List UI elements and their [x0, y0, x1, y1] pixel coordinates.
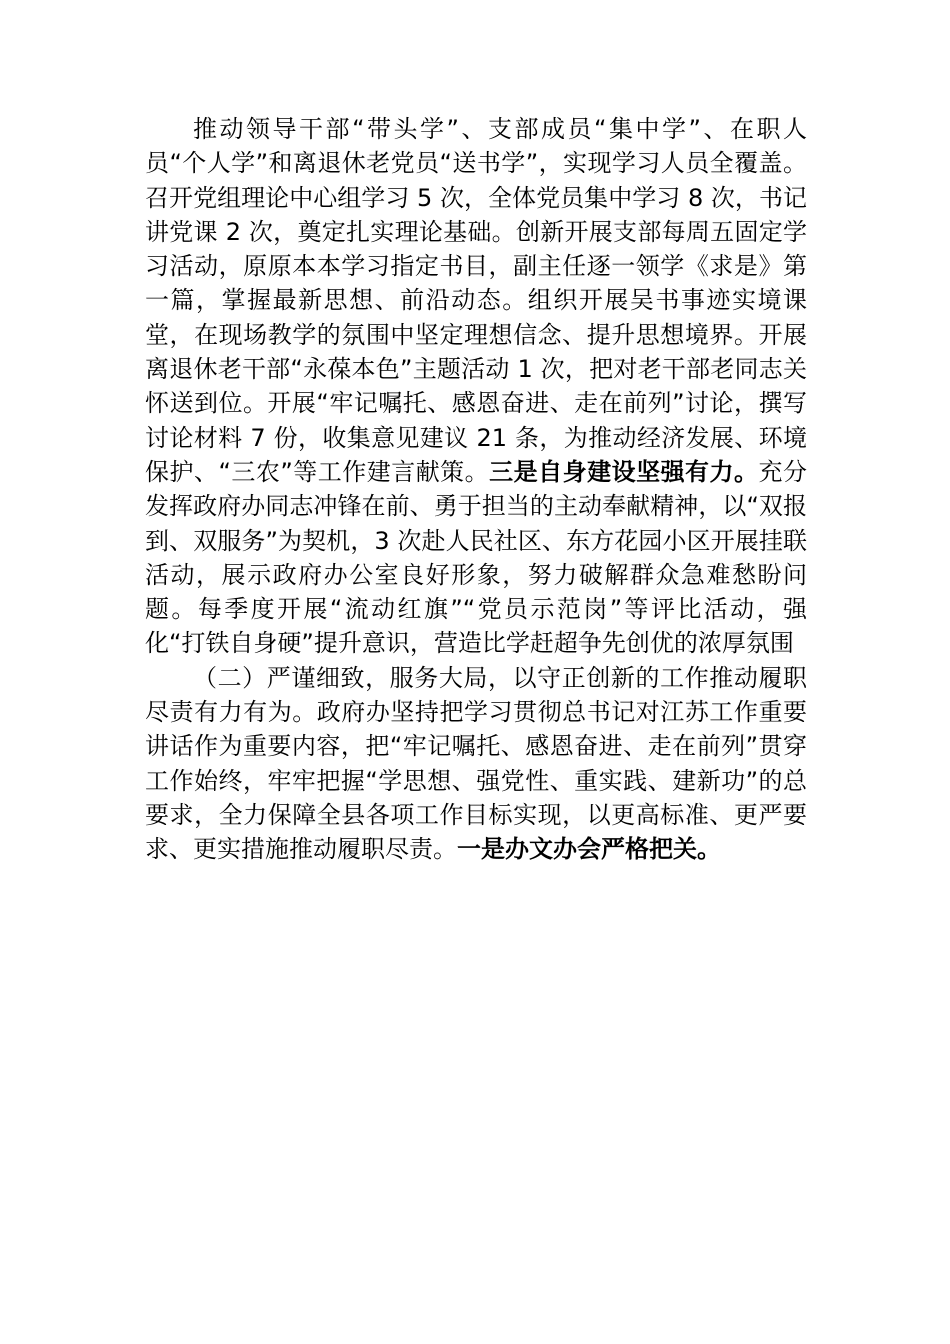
- document-body: [145, 112, 807, 867]
- paragraph-2-text-a: （二）严谨细致，服务大局，以守正创新的工作推动履职尽责有力有为。政府办坚持把学习贯彻总书记对江苏工作重要讲话作为重要内容，把“牢记嘱托、感恩奋进、走在前列”贯穿工作始终，牢牢把握“学思想、强党性、重实践、建新功”的总要求，全力保障全县各项工作目标实现，以更高标准、更严要求、更实措施推动履职尽责。: [145, 663, 807, 864]
- paragraph-1: [145, 112, 807, 661]
- paragraph-1-text-b: 充分发挥政府办同志冲锋在前、勇于担当的主动奉献精神，以“双报到、双服务”为契机，3 次赴人民社区、东方花园小区开展挂联活动，展示政府办公室良好形象，努力破解群众急难愁盼问题。每季度开展“流动红旗”“党员示范岗”等评比活动，强化“打铁自身硬”提升意识，营造比学赶超争先创优的浓厚氛围: [145, 457, 808, 658]
- paragraph-2: [145, 661, 807, 867]
- paragraph-1-bold-heading: 三是自身建设坚强有力。: [489, 457, 759, 486]
- paragraph-1-text-a: 推动领导干部“带头学”、支部成员“集中学”、在职人员“个人学”和离退休老党员“送书学”，实现学习人员全覆盖。召开党组理论中心组学习 5 次，全体党员集中学习 8 次，书记讲党课 2 次，奠定扎实理论基础。创新开展支部每周五固定学习活动，原原本本学习指定书目，副主任逐一领学《求是》第一篇，掌握最新思想、前沿动态。组织开展吴书事迹实境课堂，在现场教学的氛围中坚定理想信念、提升思想境界。开展离退休老干部“永葆本色”主题活动 1 次，把对老干部老同志关怀送到位。开展“牢记嘱托、感恩奋进、走在前列”讨论，撰写讨论材料 7 份，收集意见建议 21 条，为推动经济发展、环境保护、“三农”等工作建言献策。: [145, 115, 807, 486]
- paragraph-2-bold-heading: 一是办文办会严格把关。: [457, 835, 721, 864]
